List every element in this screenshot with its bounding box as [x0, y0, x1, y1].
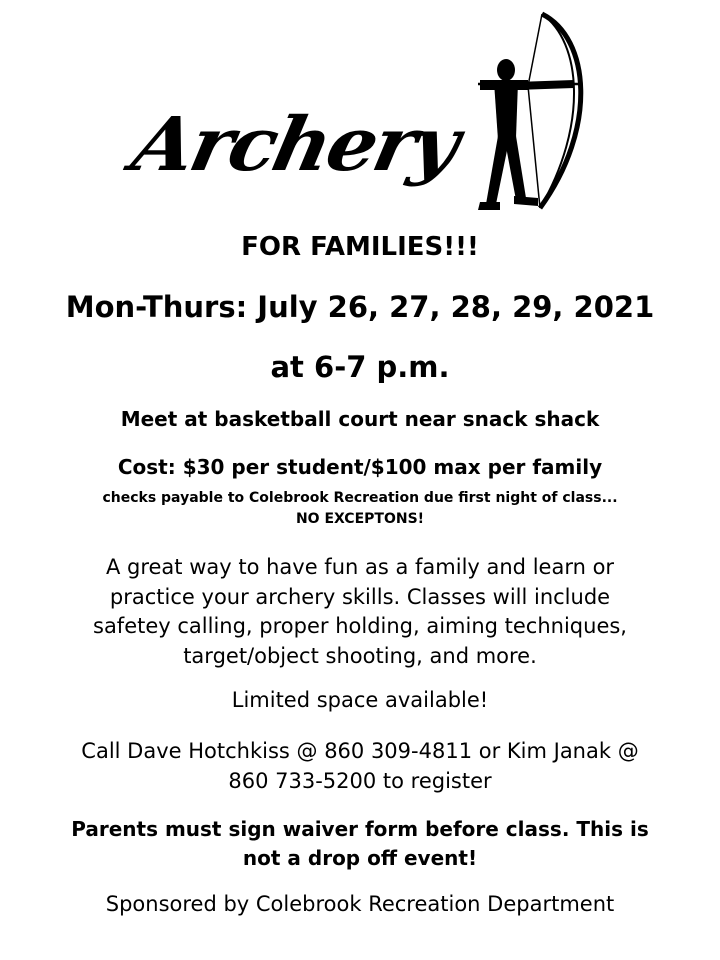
description-line: safetey calling, proper holding, aiming techniques,: [93, 614, 627, 638]
contact-line: 860 733-5200 to register: [228, 769, 492, 793]
waiver-line: not a drop off event!: [242, 846, 478, 870]
meeting-location: Meet at basketball court near snack shack: [120, 407, 600, 431]
cost-note-line: checks payable to Colebrook Recreation due first night of class...: [102, 490, 618, 506]
archer-silhouette-icon: [470, 8, 600, 218]
contact-line: Call Dave Hotchkiss @ 860 309-4811 or Kim Janak @: [81, 739, 639, 763]
event-dates: Mon-Thurs: July 26, 27, 28, 29, 2021: [65, 290, 655, 324]
description-line: practice your archery skills. Classes will include: [109, 584, 611, 609]
description-line: target/object shooting, and more.: [183, 643, 537, 668]
description: [0, 553, 720, 671]
cost-line: Cost: $30 per student/$100 max per family: [117, 455, 603, 479]
waiver-notice: [0, 815, 720, 873]
sponsor-line: Sponsored by Colebrook Recreation Department: [105, 892, 615, 916]
event-time: at 6-7 p.m.: [270, 350, 450, 384]
contact-info: [0, 736, 720, 796]
description-line: A great way to have fun as a family and learn or: [105, 555, 615, 579]
cost-note-line: NO EXCEPTONS!: [295, 511, 425, 527]
archery-logo: [125, 8, 610, 218]
cost-note: [0, 488, 720, 530]
limited-space: Limited space available!: [231, 688, 489, 712]
waiver-line: Parents must sign waiver form before class. This is: [71, 817, 649, 841]
headline: FOR FAMILIES!!!: [241, 232, 479, 262]
logo-wordmark: Archery: [125, 101, 465, 188]
